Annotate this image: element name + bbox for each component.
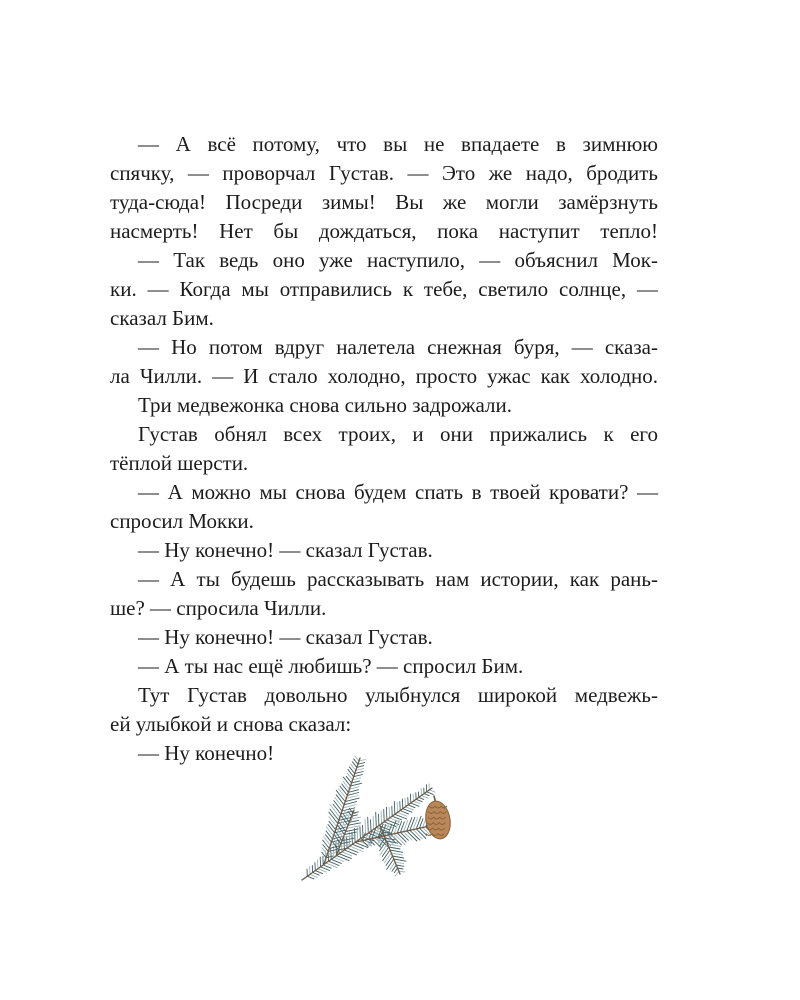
fir-needle — [421, 796, 428, 799]
fir-needle — [336, 795, 344, 805]
fir-needle — [393, 856, 404, 858]
text-line: насмерть! Нет бы дождаться, пока наступит тепло! — [110, 219, 658, 243]
fir-needle — [348, 823, 361, 826]
text-line: — А ты нас ещё любишь? — спросил Бим. — [138, 654, 524, 678]
fir-needle — [394, 868, 397, 873]
fir-needle — [337, 856, 349, 861]
fir-needle — [386, 856, 393, 866]
fir-needle — [326, 835, 332, 843]
fir-needle — [333, 804, 341, 814]
fir-needle — [355, 842, 368, 847]
fir-needle — [381, 812, 382, 824]
fir-branch-with-cone-icon — [296, 752, 476, 892]
fir-needle — [404, 832, 412, 840]
fir-needle — [342, 784, 349, 792]
fir-needle — [416, 799, 422, 801]
fir-needle — [313, 873, 320, 876]
fir-needle — [387, 859, 394, 869]
fir-needle — [388, 844, 401, 846]
text-line: спросил Мокки. — [110, 509, 254, 533]
fir-branch-drawing — [296, 752, 476, 892]
fir-needle — [383, 850, 390, 861]
fir-needle — [350, 846, 363, 851]
fir-needle — [397, 833, 406, 842]
fir-needle — [376, 812, 377, 827]
text-line: ла Чилли. — И стало холодно, просто ужас как холодно. — [110, 364, 658, 388]
fir-needle — [419, 828, 426, 835]
fir-needle — [373, 816, 374, 829]
text-line: тёплой шерсти. — [110, 451, 249, 475]
fir-needle — [391, 853, 403, 855]
fir-needle — [329, 846, 339, 849]
fir-needle — [395, 871, 399, 876]
fir-needle — [307, 876, 314, 879]
fir-needle — [344, 802, 357, 805]
fir-needle — [310, 874, 317, 877]
fir-needle — [385, 853, 392, 863]
fir-needle — [340, 786, 347, 795]
fir-needle — [318, 869, 326, 872]
fir-needle — [324, 837, 331, 846]
fir-needle — [380, 844, 388, 855]
fir-needle — [385, 838, 395, 840]
fir-needle — [427, 792, 434, 795]
text-line: туда-сюда! Посреди зимы! Вы же могли замёрзнуть — [110, 190, 658, 214]
text-line: — Ну конечно! — сказал Густав. — [138, 538, 433, 562]
text-line: ше? — спросила Чилли. — [110, 596, 327, 620]
fir-needle — [360, 827, 361, 839]
fir-needle — [394, 802, 395, 815]
fir-needle — [346, 796, 358, 799]
fir-needle — [390, 850, 403, 852]
fir-needle — [368, 817, 369, 833]
fir-needle — [351, 783, 362, 786]
fir-needle — [395, 862, 404, 864]
fir-needle — [341, 842, 351, 844]
fir-needle — [328, 825, 335, 833]
fir-needle — [347, 793, 358, 796]
fir-needle — [406, 807, 414, 810]
fir-needle — [407, 818, 412, 831]
fir-needle — [355, 756, 359, 761]
text-line: Густав обнял всех троих, и они прижались к его — [138, 422, 658, 446]
text-line: — Ну конечно! — сказал Густав. — [138, 625, 433, 649]
fir-needle — [343, 781, 349, 789]
fir-needle — [337, 825, 344, 835]
fir-needle — [323, 840, 330, 848]
fir-needle — [411, 803, 419, 806]
fir-needle — [410, 817, 415, 830]
fir-needle — [339, 789, 347, 799]
text-line: — Ну конечно! — [138, 741, 275, 765]
text-line: ки. — Когда мы отправились к тебе, светило солнце, — — [110, 277, 658, 301]
fir-needle — [394, 859, 406, 861]
fir-needle — [347, 826, 360, 829]
fir-needle — [329, 821, 336, 829]
fir-needle — [343, 777, 350, 786]
text-line: спячку, — проворчал Густав. — Это же надо, бродить — [110, 161, 658, 185]
fir-needle — [343, 805, 356, 808]
text-line: — Но потом вдруг налетела снежная буря, — сказа- — [138, 335, 658, 359]
fir-needle — [334, 801, 342, 811]
text-line: — А ты будешь рассказывать нам истории, как рань- — [138, 567, 658, 591]
fir-needle — [323, 865, 331, 868]
fir-needle — [382, 847, 389, 856]
fir-needle — [326, 831, 333, 839]
fir-needle — [349, 787, 359, 790]
text-line: сказал Бим. — [110, 306, 214, 330]
fir-needle — [413, 801, 420, 804]
fir-needle — [346, 829, 359, 832]
text-line: ей улыбкой и снова сказал: — [110, 712, 352, 736]
fir-needle — [371, 820, 372, 832]
fir-needle — [429, 790, 435, 792]
fir-needle — [386, 807, 387, 820]
fir-needle — [315, 871, 322, 874]
fir-needle — [363, 825, 364, 836]
fir-needle — [329, 817, 337, 827]
fir-needle — [400, 811, 408, 814]
fir-needle — [419, 797, 424, 799]
fir-needle — [400, 832, 408, 840]
fir-needle — [389, 847, 400, 849]
text-line: — Так ведь оно уже наступило, — объяснил Мок- — [138, 248, 658, 272]
text-line: Три медвежонка снова сильно задрожали. — [138, 393, 512, 417]
text-line: — А всё потому, что вы не впадаете в зимнюю — [138, 132, 658, 156]
fir-needle — [326, 827, 333, 836]
fir-needle — [384, 809, 385, 822]
fir-needle — [424, 794, 429, 796]
text-line: Тут Густав довольно улыбнулся широкой медвежь- — [138, 683, 658, 707]
fir-needle — [408, 805, 415, 808]
fir-needle — [365, 819, 366, 835]
fir-needle — [389, 807, 390, 818]
text-line: — А можно мы снова будем спать в твоей кровати? — — [138, 480, 658, 504]
fir-needle — [348, 790, 358, 793]
branch-stem — [302, 788, 432, 880]
